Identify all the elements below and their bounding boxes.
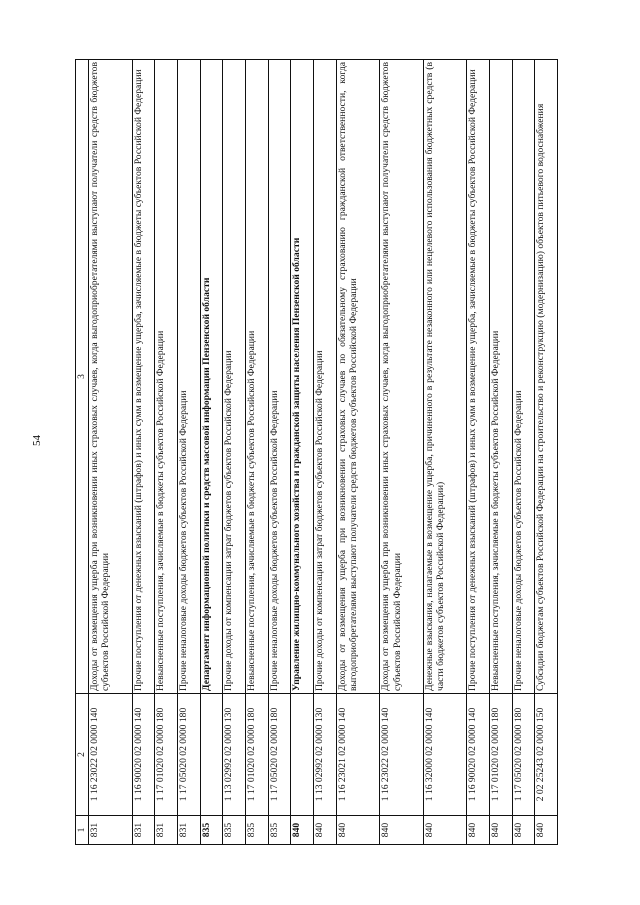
- column-header-3: 3: [76, 60, 89, 694]
- department-row: [200, 60, 223, 845]
- budget-code-cell: 1 16 32000 02 0000 140: [423, 694, 467, 816]
- budget-code-cell: 2 02 25243 02 0000 150: [535, 694, 558, 816]
- description-cell: Прочие неналоговые доходы бюджетов субъектов Российской Федерации: [268, 60, 291, 694]
- admin-code-cell: 835: [200, 816, 223, 845]
- admin-code-cell: 840: [423, 816, 467, 845]
- admin-code-cell: 831: [155, 816, 178, 845]
- column-header-2: 2: [76, 694, 89, 816]
- description-cell: Департамент информационной политики и средств массовой информации Пензенской области: [200, 60, 223, 694]
- table-body: [89, 60, 558, 845]
- table-row: [245, 60, 268, 845]
- budget-code-cell: 1 16 90020 02 0000 140: [132, 694, 155, 816]
- budget-code-cell: 1 17 01020 02 0000 180: [489, 694, 512, 816]
- budget-code-cell: 1 17 05020 02 0000 180: [268, 694, 291, 816]
- table-row: [467, 60, 490, 845]
- budget-code-cell: 1 13 02992 02 0000 130: [313, 694, 336, 816]
- department-row: [291, 60, 314, 845]
- description-cell: Прочие доходы от компенсации затрат бюджетов субъектов Российской Федерации: [223, 60, 246, 694]
- table-row: [132, 60, 155, 845]
- admin-code-cell: 840: [291, 816, 314, 845]
- table-row: [223, 60, 246, 845]
- budget-code-cell: 1 17 05020 02 0000 180: [512, 694, 535, 816]
- admin-code-cell: 831: [177, 816, 200, 845]
- budget-code-cell: 1 17 01020 02 0000 180: [155, 694, 178, 816]
- description-cell: Доходы от возмещения ущерба при возникновении иных страховых случаев, когда выгодоприобретателями выступают получатели средств бюджетов субъектов Российской Федерации: [89, 60, 133, 694]
- table-row: [155, 60, 178, 845]
- budget-code-cell: 1 17 05020 02 0000 180: [177, 694, 200, 816]
- table-row: [268, 60, 291, 845]
- admin-code-cell: 840: [467, 816, 490, 845]
- budget-code-cell: 1 16 90020 02 0000 140: [467, 694, 490, 816]
- description-cell: Прочие доходы от компенсации затрат бюджетов субъектов Российской Федерации: [313, 60, 336, 694]
- description-cell: Субсидии бюджетам субъектов Российской Федерации на строительство и реконструкцию (модернизацию) объектов питьевого водоснабжения: [535, 60, 558, 694]
- budget-code-cell: 1 17 01020 02 0000 180: [245, 694, 268, 816]
- description-cell: Невыясненные поступления, зачисляемые в бюджеты субъектов Российской Федерации: [245, 60, 268, 694]
- admin-code-cell: 840: [380, 816, 424, 845]
- description-cell: Доходы от возмещения ущерба при возникновении иных страховых случаев, когда выгодоприобретателями выступают получатели средств бюджетов субъектов Российской Федерации: [380, 60, 424, 694]
- description-cell: Доходы от возмещения ущерба при возникновении страховых случаев по обязательному страхованию гражданской ответственности, когда выгодоприобретателями выступают получатели средств бюджетов субъектов Российской Федерации: [336, 60, 380, 694]
- table-row: [535, 60, 558, 845]
- description-cell: Прочие поступления от денежных взысканий (штрафов) и иных сумм в возмещение ущерба, зачисляемые в бюджеты субъектов Российской Федерации: [132, 60, 155, 694]
- admin-code-cell: 835: [245, 816, 268, 845]
- admin-code-cell: 840: [535, 816, 558, 845]
- admin-code-cell: 831: [132, 816, 155, 845]
- table-row: [512, 60, 535, 845]
- admin-code-cell: 840: [313, 816, 336, 845]
- admin-code-cell: 840: [512, 816, 535, 845]
- budget-code-cell: 1 13 02992 02 0000 130: [223, 694, 246, 816]
- table-row: [89, 60, 133, 845]
- table-row: [380, 60, 424, 845]
- description-cell: Невыясненные поступления, зачисляемые в бюджеты субъектов Российской Федерации: [155, 60, 178, 694]
- budget-code-cell: [291, 694, 314, 816]
- admin-code-cell: 831: [89, 816, 133, 845]
- table-header-row: [76, 60, 89, 845]
- column-header-1: 1: [76, 816, 89, 845]
- rotated-page-content: [75, 60, 558, 845]
- description-cell: Управление жилищно-коммунального хозяйства и гражданской защиты населения Пензенской области: [291, 60, 314, 694]
- admin-code-cell: 840: [489, 816, 512, 845]
- admin-code-cell: 835: [223, 816, 246, 845]
- table-row: [313, 60, 336, 845]
- table-row: [336, 60, 380, 845]
- revenue-codes-table: [75, 59, 558, 845]
- table-row: [423, 60, 467, 845]
- description-cell: Прочие неналоговые доходы бюджетов субъектов Российской Федерации: [512, 60, 535, 694]
- admin-code-cell: 840: [336, 816, 380, 845]
- admin-code-cell: 835: [268, 816, 291, 845]
- budget-code-cell: 1 16 23022 02 0000 140: [380, 694, 424, 816]
- table-row: [177, 60, 200, 845]
- description-cell: Денежные взыскания, налагаемые в возмещение ущерба, причиненного в результате незаконного или нецелевого использования бюджетных средств (в части бюджетов субъектов Российской Федерации): [423, 60, 467, 694]
- description-cell: Прочие неналоговые доходы бюджетов субъектов Российской Федерации: [177, 60, 200, 694]
- table-row: [489, 60, 512, 845]
- budget-code-cell: 1 16 23022 02 0000 140: [89, 694, 133, 816]
- page-number: 54: [31, 435, 43, 446]
- description-cell: Прочие поступления от денежных взысканий (штрафов) и иных сумм в возмещение ущерба, зачисляемые в бюджеты субъектов Российской Федерации: [467, 60, 490, 694]
- description-cell: Невыясненные поступления, зачисляемые в бюджеты субъектов Российской Федерации: [489, 60, 512, 694]
- budget-code-cell: 1 16 23021 02 0000 140: [336, 694, 380, 816]
- budget-code-cell: [200, 694, 223, 816]
